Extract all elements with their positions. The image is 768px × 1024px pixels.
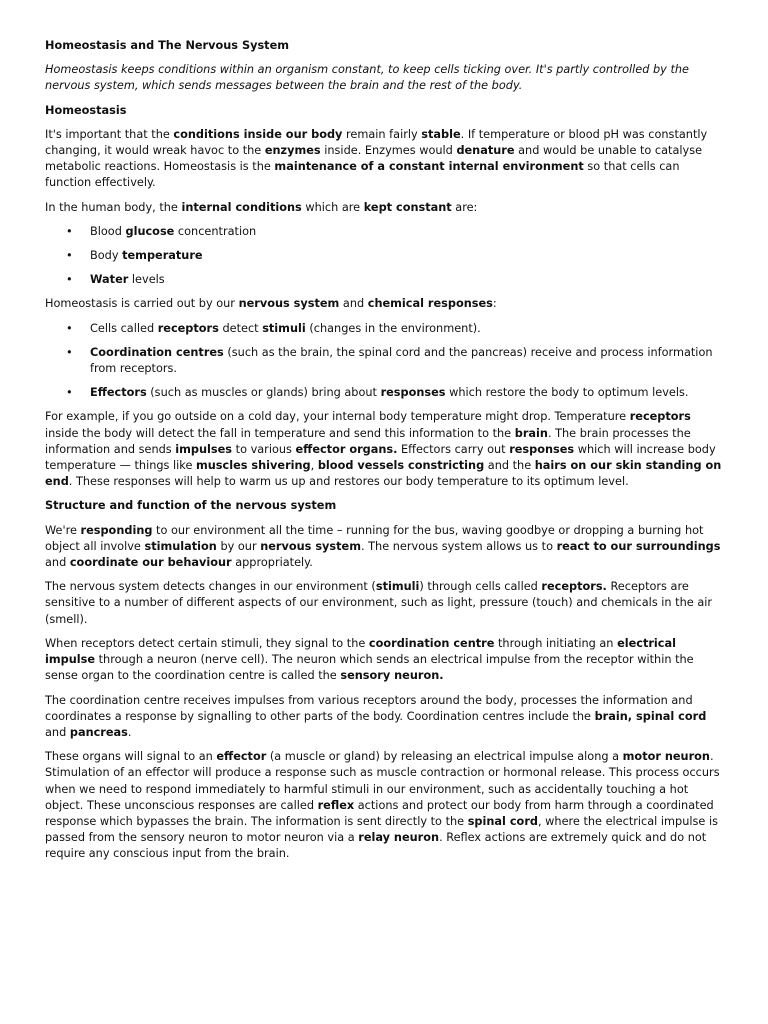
bold-text: stimuli: [375, 580, 420, 594]
text-run: ,: [310, 459, 318, 473]
bold-text: internal conditions: [181, 200, 302, 214]
text-run: to various: [232, 442, 296, 456]
bold-text: kept constant: [363, 200, 452, 214]
list-item: [45, 272, 722, 288]
list-item: [45, 345, 722, 377]
bullet-list: [45, 224, 722, 289]
text-run: detect: [218, 321, 263, 335]
paragraph: [45, 579, 722, 628]
section-heading: Homeostasis: [45, 103, 127, 117]
bold-text: responding: [80, 523, 153, 537]
bold-text: relay neuron: [358, 831, 440, 845]
bold-text: electrical impulse: [45, 636, 676, 667]
bold-text: glucose: [125, 224, 175, 238]
text-run: Body: [90, 249, 123, 263]
text-run: .: [127, 725, 132, 739]
text-run: to our environment all the time – running for the bus, waving goodbye or dropping a burning hot object all involve: [45, 523, 704, 553]
bold-text: spinal cord: [467, 814, 538, 828]
text-run: through a neuron (nerve cell). The neuron which sends an electrical impulse from the receptor within the sense organ to the coordination centre is called the: [45, 653, 694, 683]
text-run: . Reflex actions are extremely quick and do not require any conscious input from the brain.: [45, 831, 707, 861]
bold-text: blood vessels constricting: [317, 459, 485, 473]
text-run: Homeostasis is carried out by our: [45, 297, 239, 311]
bullet-icon: •: [66, 386, 73, 400]
bold-text: reflex: [317, 798, 355, 812]
text-run: actions and protect our body from harm through a coordinated response which bypasses the brain. The information is sent directly to the: [45, 798, 714, 828]
paragraph: [45, 409, 722, 490]
bold-text: impulses: [175, 442, 233, 456]
bullet-icon: •: [66, 273, 73, 287]
text-run: so that cells can function effectively.: [45, 160, 680, 190]
text-run: Blood: [90, 224, 126, 238]
text-run: In the human body, the: [45, 200, 182, 214]
text-run: and the: [484, 459, 535, 473]
bold-text: hairs on our skin standing on end: [45, 459, 722, 489]
bold-text: motor neuron: [622, 750, 710, 764]
text-run: inside the body will detect the fall in temperature and send this information to the: [45, 426, 515, 440]
bold-text: nervous system: [260, 539, 361, 553]
bold-text: effector organs.: [295, 442, 398, 456]
text-run: are:: [451, 200, 478, 214]
text-run: We're: [45, 523, 81, 537]
intro-paragraph: Homeostasis keeps conditions within an organism constant, to keep cells ticking over. It's partly controlled by the nervous system, which sends messages between the brain and the rest of the body.: [45, 63, 689, 93]
list-item: [45, 321, 722, 337]
paragraph: [45, 523, 722, 572]
text-run: , where the electrical impulse is passed from the sensory neuron to motor neuron via a: [45, 814, 718, 845]
text-run: and: [45, 556, 70, 570]
bold-text: denature: [456, 144, 515, 158]
text-run: remain fairly: [342, 127, 422, 141]
bold-text: brain: [514, 426, 548, 440]
text-run: For example, if you go outside on a cold day, your internal body temperature might drop. Temperature: [45, 410, 630, 424]
bold-text: conditions inside our body: [173, 127, 343, 141]
text-run: . Stimulation of an effector will produce a response such as muscle contraction or hormonal release. This process occurs when we need to respond immediately to harmful stimuli in our environment, such as accidentally touching a hot object. These unconscious responses are called: [45, 750, 720, 812]
paragraph: [45, 127, 722, 192]
bullet-icon: •: [66, 224, 73, 238]
bold-text: stimuli: [262, 321, 306, 335]
bold-text: stable: [421, 127, 461, 141]
bold-text: Effectors: [90, 386, 147, 400]
bold-text: responses: [380, 386, 446, 400]
bold-text: react to our surroundings: [556, 539, 721, 553]
paragraph: [45, 200, 722, 216]
bold-text: receptors: [157, 321, 219, 335]
text-run: When receptors detect certain stimuli, they signal to the: [45, 636, 369, 650]
text-run: and: [45, 725, 70, 739]
text-run: by our: [216, 539, 261, 553]
text-run: appropriately.: [231, 556, 313, 570]
paragraph: [45, 636, 722, 685]
bold-text: maintenance of a constant internal environment: [274, 160, 584, 174]
bold-text: pancreas: [69, 725, 128, 739]
text-run: :: [492, 297, 497, 311]
bold-text: receptors: [629, 410, 691, 424]
list-item: [45, 385, 722, 401]
text-run: These organs will signal to an: [45, 750, 217, 764]
list-item: [45, 224, 722, 240]
text-run: levels: [128, 273, 165, 287]
bullet-icon: •: [66, 345, 73, 359]
text-run: which are: [301, 200, 364, 214]
bold-text: coordination centre: [368, 636, 495, 650]
text-run: (such as the brain, the spinal cord and the pancreas) receive and process information from receptors.: [90, 345, 713, 376]
text-run: Receptors are sensitive to a number of different aspects of our environment, such as light, pressure (touch) and chemicals in the air (smell).: [45, 580, 713, 626]
paragraph: [45, 693, 722, 742]
text-run: . If temperature or blood pH was constantly changing, it would wreak havoc to the: [45, 127, 708, 158]
bold-text: Coordination centres: [90, 345, 224, 359]
bold-text: sensory neuron.: [340, 669, 444, 683]
section-heading: Structure and function of the nervous system: [45, 499, 337, 513]
bold-text: muscles shivering: [195, 459, 311, 473]
text-run: (such as muscles or glands) bring about: [146, 386, 381, 400]
bold-text: enzymes: [264, 144, 321, 158]
text-run: Effectors carry out: [397, 442, 510, 456]
text-run: It's important that the: [45, 127, 174, 141]
list-item: [45, 248, 722, 264]
document-title: Homeostasis and The Nervous System: [45, 39, 290, 52]
bold-text: nervous system: [238, 297, 340, 311]
paragraph: [45, 296, 722, 312]
bold-text: coordinate our behaviour: [69, 556, 232, 570]
bold-text: responses: [509, 442, 575, 456]
bullet-list: [45, 321, 722, 402]
document-body: [45, 103, 722, 863]
bullet-icon: •: [66, 321, 73, 335]
text-run: The coordination centre receives impulses from various receptors around the body, processes the information and coordinates a response by signalling to other parts of the body. Coordination centres include the: [45, 693, 693, 723]
text-run: . These responses will help to warm us up and restores our body temperature to its optimum level.: [68, 475, 629, 489]
bold-text: stimulation: [144, 539, 217, 553]
text-run: through initiating an: [494, 636, 618, 650]
text-run: Cells called: [90, 321, 158, 335]
text-run: ) through cells called: [419, 580, 542, 594]
bold-text: receptors.: [541, 580, 607, 594]
bullet-icon: •: [66, 249, 73, 263]
text-run: and would be unable to catalyse metabolic reactions. Homeostasis is the: [45, 144, 703, 174]
text-run: which restore the body to optimum levels.: [445, 386, 689, 400]
bold-text: chemical responses: [367, 297, 493, 311]
text-run: (changes in the environment).: [305, 321, 481, 335]
text-run: . The brain processes the information and sends: [45, 426, 691, 456]
bold-text: effector: [216, 750, 267, 764]
bold-text: temperature: [122, 249, 203, 263]
text-run: . The nervous system allows us to: [360, 539, 557, 553]
text-run: which will increase body temperature — things like: [45, 442, 716, 473]
text-run: The nervous system detects changes in our environment (: [45, 580, 376, 594]
text-run: inside. Enzymes would: [320, 144, 457, 158]
text-run: (a muscle or gland) by releasing an electrical impulse along a: [266, 750, 623, 764]
text-run: concentration: [174, 224, 257, 238]
bold-text: Water: [90, 273, 129, 287]
bold-text: brain, spinal cord: [594, 709, 707, 723]
paragraph: [45, 749, 722, 862]
text-run: and: [339, 297, 368, 311]
